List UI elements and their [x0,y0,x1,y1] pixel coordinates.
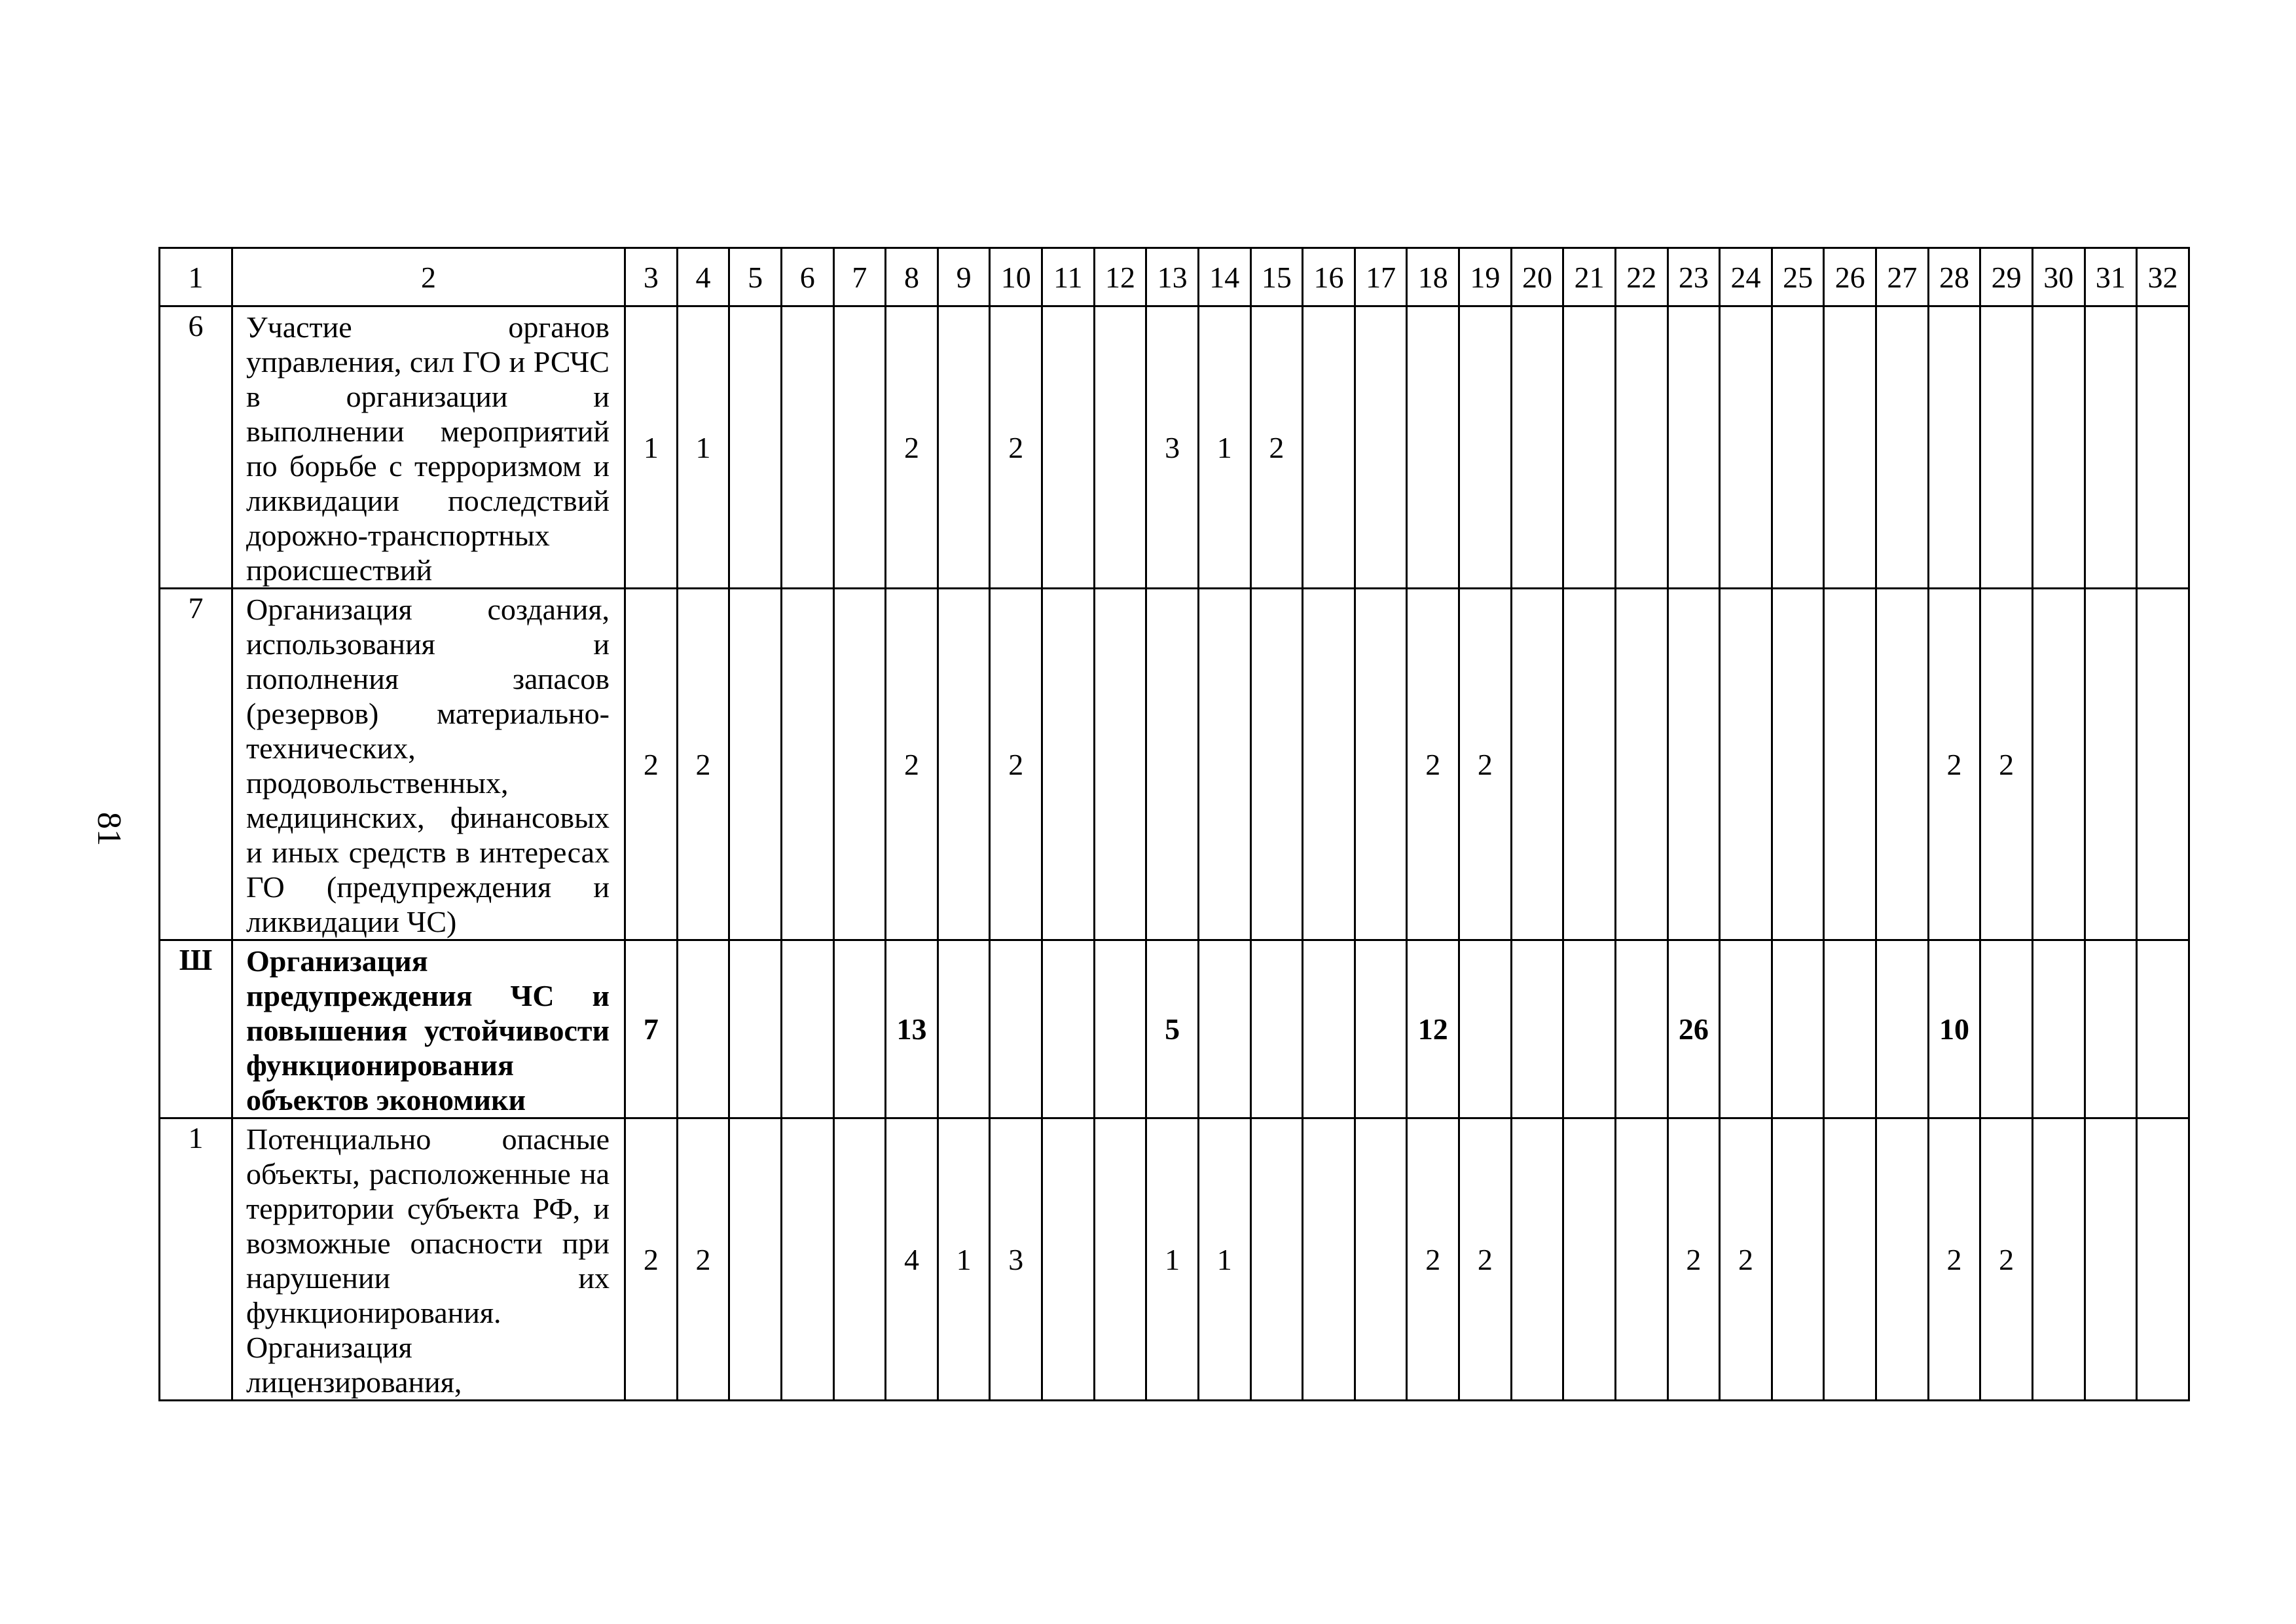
row-number: 7 [160,589,232,940]
value-cell [2032,589,2085,940]
row-number: Ш [160,940,232,1118]
value-cell [1615,306,1667,589]
value-cell: 3 [1146,306,1199,589]
header-cell: 17 [1355,248,1407,306]
value-cell: 2 [677,589,729,940]
value-cell [938,940,990,1118]
header-cell: 29 [1980,248,2033,306]
header-cell: 31 [2085,248,2137,306]
value-cell: 2 [1928,589,1980,940]
value-cell [1146,589,1199,940]
value-cell: 2 [1928,1118,1980,1401]
value-cell [1563,940,1616,1118]
header-cell: 3 [625,248,678,306]
header-cell: 32 [2137,248,2189,306]
value-cell: 2 [886,306,938,589]
value-cell [729,306,782,589]
value-cell: 1 [1198,1118,1250,1401]
value-cell [2137,306,2189,589]
value-cell [1355,940,1407,1118]
value-cell: 2 [1980,1118,2033,1401]
value-cell [2137,940,2189,1118]
value-cell [1355,589,1407,940]
value-cell: 2 [1720,1118,1772,1401]
value-cell [1511,940,1563,1118]
value-cell [1772,306,1824,589]
value-cell [1511,1118,1563,1401]
value-cell [1563,306,1616,589]
value-cell [1042,306,1095,589]
header-cell: 8 [886,248,938,306]
header-cell: 2 [232,248,625,306]
header-cell: 1 [160,248,232,306]
value-cell: 2 [625,1118,678,1401]
header-cell: 18 [1407,248,1459,306]
value-cell [2032,306,2085,589]
value-cell [1094,940,1146,1118]
value-cell: 13 [886,940,938,1118]
header-cell: 14 [1198,248,1250,306]
value-cell: 2 [1250,306,1303,589]
value-cell [1980,940,2033,1118]
value-cell [1355,1118,1407,1401]
header-cell: 26 [1824,248,1876,306]
value-cell [1042,1118,1095,1401]
header-cell: 5 [729,248,782,306]
row-number: 6 [160,306,232,589]
value-cell [1928,306,1980,589]
value-cell [1511,589,1563,940]
value-cell [1303,940,1355,1118]
header-cell: 28 [1928,248,1980,306]
value-cell [1824,1118,1876,1401]
value-cell: 1 [677,306,729,589]
value-cell: 2 [1459,589,1512,940]
value-cell [1198,589,1250,940]
value-cell: 2 [1407,1118,1459,1401]
value-cell: 12 [1407,940,1459,1118]
value-cell [781,589,833,940]
header-cell: 21 [1563,248,1616,306]
header-cell: 6 [781,248,833,306]
value-cell [1772,1118,1824,1401]
value-cell [2137,1118,2189,1401]
value-cell: 2 [990,306,1042,589]
table-row [160,306,2189,589]
value-cell [729,1118,782,1401]
header-cell: 13 [1146,248,1199,306]
page-number: 81 [90,812,128,846]
value-cell: 2 [1407,589,1459,940]
value-cell [1094,306,1146,589]
value-cell [1042,940,1095,1118]
value-cell: 2 [1667,1118,1720,1401]
row-title: Участие органов управления, сил ГО и РСЧС в организации и выполнении мероприятий по борьбе с терроризмом и ликвидации последствий дорожно-транспортных происшествий [232,306,625,589]
header-cell: 9 [938,248,990,306]
value-cell [1459,306,1512,589]
header-cell: 23 [1667,248,1720,306]
value-cell: 1 [1198,306,1250,589]
value-cell [833,1118,886,1401]
value-cell: 2 [990,589,1042,940]
value-cell [1876,589,1929,940]
value-cell [1198,940,1250,1118]
value-cell [2137,589,2189,940]
value-cell [938,589,990,940]
header-cell: 22 [1615,248,1667,306]
value-cell: 7 [625,940,678,1118]
value-cell [781,1118,833,1401]
row-number: 1 [160,1118,232,1401]
value-cell [2085,589,2137,940]
value-cell [1824,306,1876,589]
header-cell: 25 [1772,248,1824,306]
value-cell: 2 [886,589,938,940]
value-cell [1355,306,1407,589]
value-cell [938,306,990,589]
value-cell: 2 [1459,1118,1512,1401]
value-cell [1824,589,1876,940]
value-cell [833,589,886,940]
value-cell: 4 [886,1118,938,1401]
value-cell: 2 [625,589,678,940]
header-cell: 20 [1511,248,1563,306]
value-cell [1720,306,1772,589]
value-cell [990,940,1042,1118]
header-cell: 15 [1250,248,1303,306]
value-cell [1876,1118,1929,1401]
value-cell [1824,940,1876,1118]
value-cell [1303,1118,1355,1401]
value-cell [1303,589,1355,940]
value-cell: 1 [625,306,678,589]
header-cell: 10 [990,248,1042,306]
row-title: Организация создания, использования и пополнения запасов (резервов) материально-технических, продовольственных, медицинских, финансовых и иных средств в интересах ГО (предупреждения и ликвидации ЧС) [232,589,625,940]
row-title: Организация предупреждения ЧС и повышения устойчивости функционирования объектов экономики [232,940,625,1118]
header-row [160,248,2189,306]
value-cell [2032,940,2085,1118]
value-cell [2085,940,2137,1118]
value-cell [1615,940,1667,1118]
value-cell [729,589,782,940]
value-cell [1772,940,1824,1118]
header-cell: 7 [833,248,886,306]
header-cell: 12 [1094,248,1146,306]
value-cell [781,306,833,589]
value-cell [1720,940,1772,1118]
value-cell [1876,940,1929,1118]
value-cell [1667,589,1720,940]
value-cell [1042,589,1095,940]
header-cell: 19 [1459,248,1512,306]
value-cell [2085,306,2137,589]
value-cell [1615,1118,1667,1401]
value-cell [1459,940,1512,1118]
value-cell [1250,1118,1303,1401]
value-cell: 3 [990,1118,1042,1401]
value-cell [1876,306,1929,589]
header-cell: 27 [1876,248,1929,306]
header-cell: 24 [1720,248,1772,306]
plan-table [158,247,2190,1401]
table-row [160,940,2189,1118]
row-title: Потенциально опасные объекты, расположенные на территории субъекта РФ, и возможные опасности при нарушении их функционирования. Организация лицензирования, [232,1118,625,1401]
value-cell: 1 [938,1118,990,1401]
value-cell [781,940,833,1118]
value-cell [2032,1118,2085,1401]
table-row [160,1118,2189,1401]
value-cell: 10 [1928,940,1980,1118]
value-cell: 5 [1146,940,1199,1118]
header-cell: 4 [677,248,729,306]
value-cell [1094,1118,1146,1401]
value-cell: 2 [1980,589,2033,940]
value-cell [1250,940,1303,1118]
table-row [160,589,2189,940]
header-cell: 30 [2032,248,2085,306]
value-cell [1303,306,1355,589]
value-cell [833,306,886,589]
value-cell: 1 [1146,1118,1199,1401]
value-cell [1615,589,1667,940]
value-cell [677,940,729,1118]
header-cell: 11 [1042,248,1095,306]
value-cell [1511,306,1563,589]
value-cell [1094,589,1146,940]
value-cell [729,940,782,1118]
value-cell: 2 [677,1118,729,1401]
value-cell [2085,1118,2137,1401]
value-cell [1407,306,1459,589]
value-cell [833,940,886,1118]
value-cell [1667,306,1720,589]
value-cell: 26 [1667,940,1720,1118]
value-cell [1720,589,1772,940]
value-cell [1563,1118,1616,1401]
header-cell: 16 [1303,248,1355,306]
value-cell [1250,589,1303,940]
value-cell [1980,306,2033,589]
value-cell [1563,589,1616,940]
value-cell [1772,589,1824,940]
